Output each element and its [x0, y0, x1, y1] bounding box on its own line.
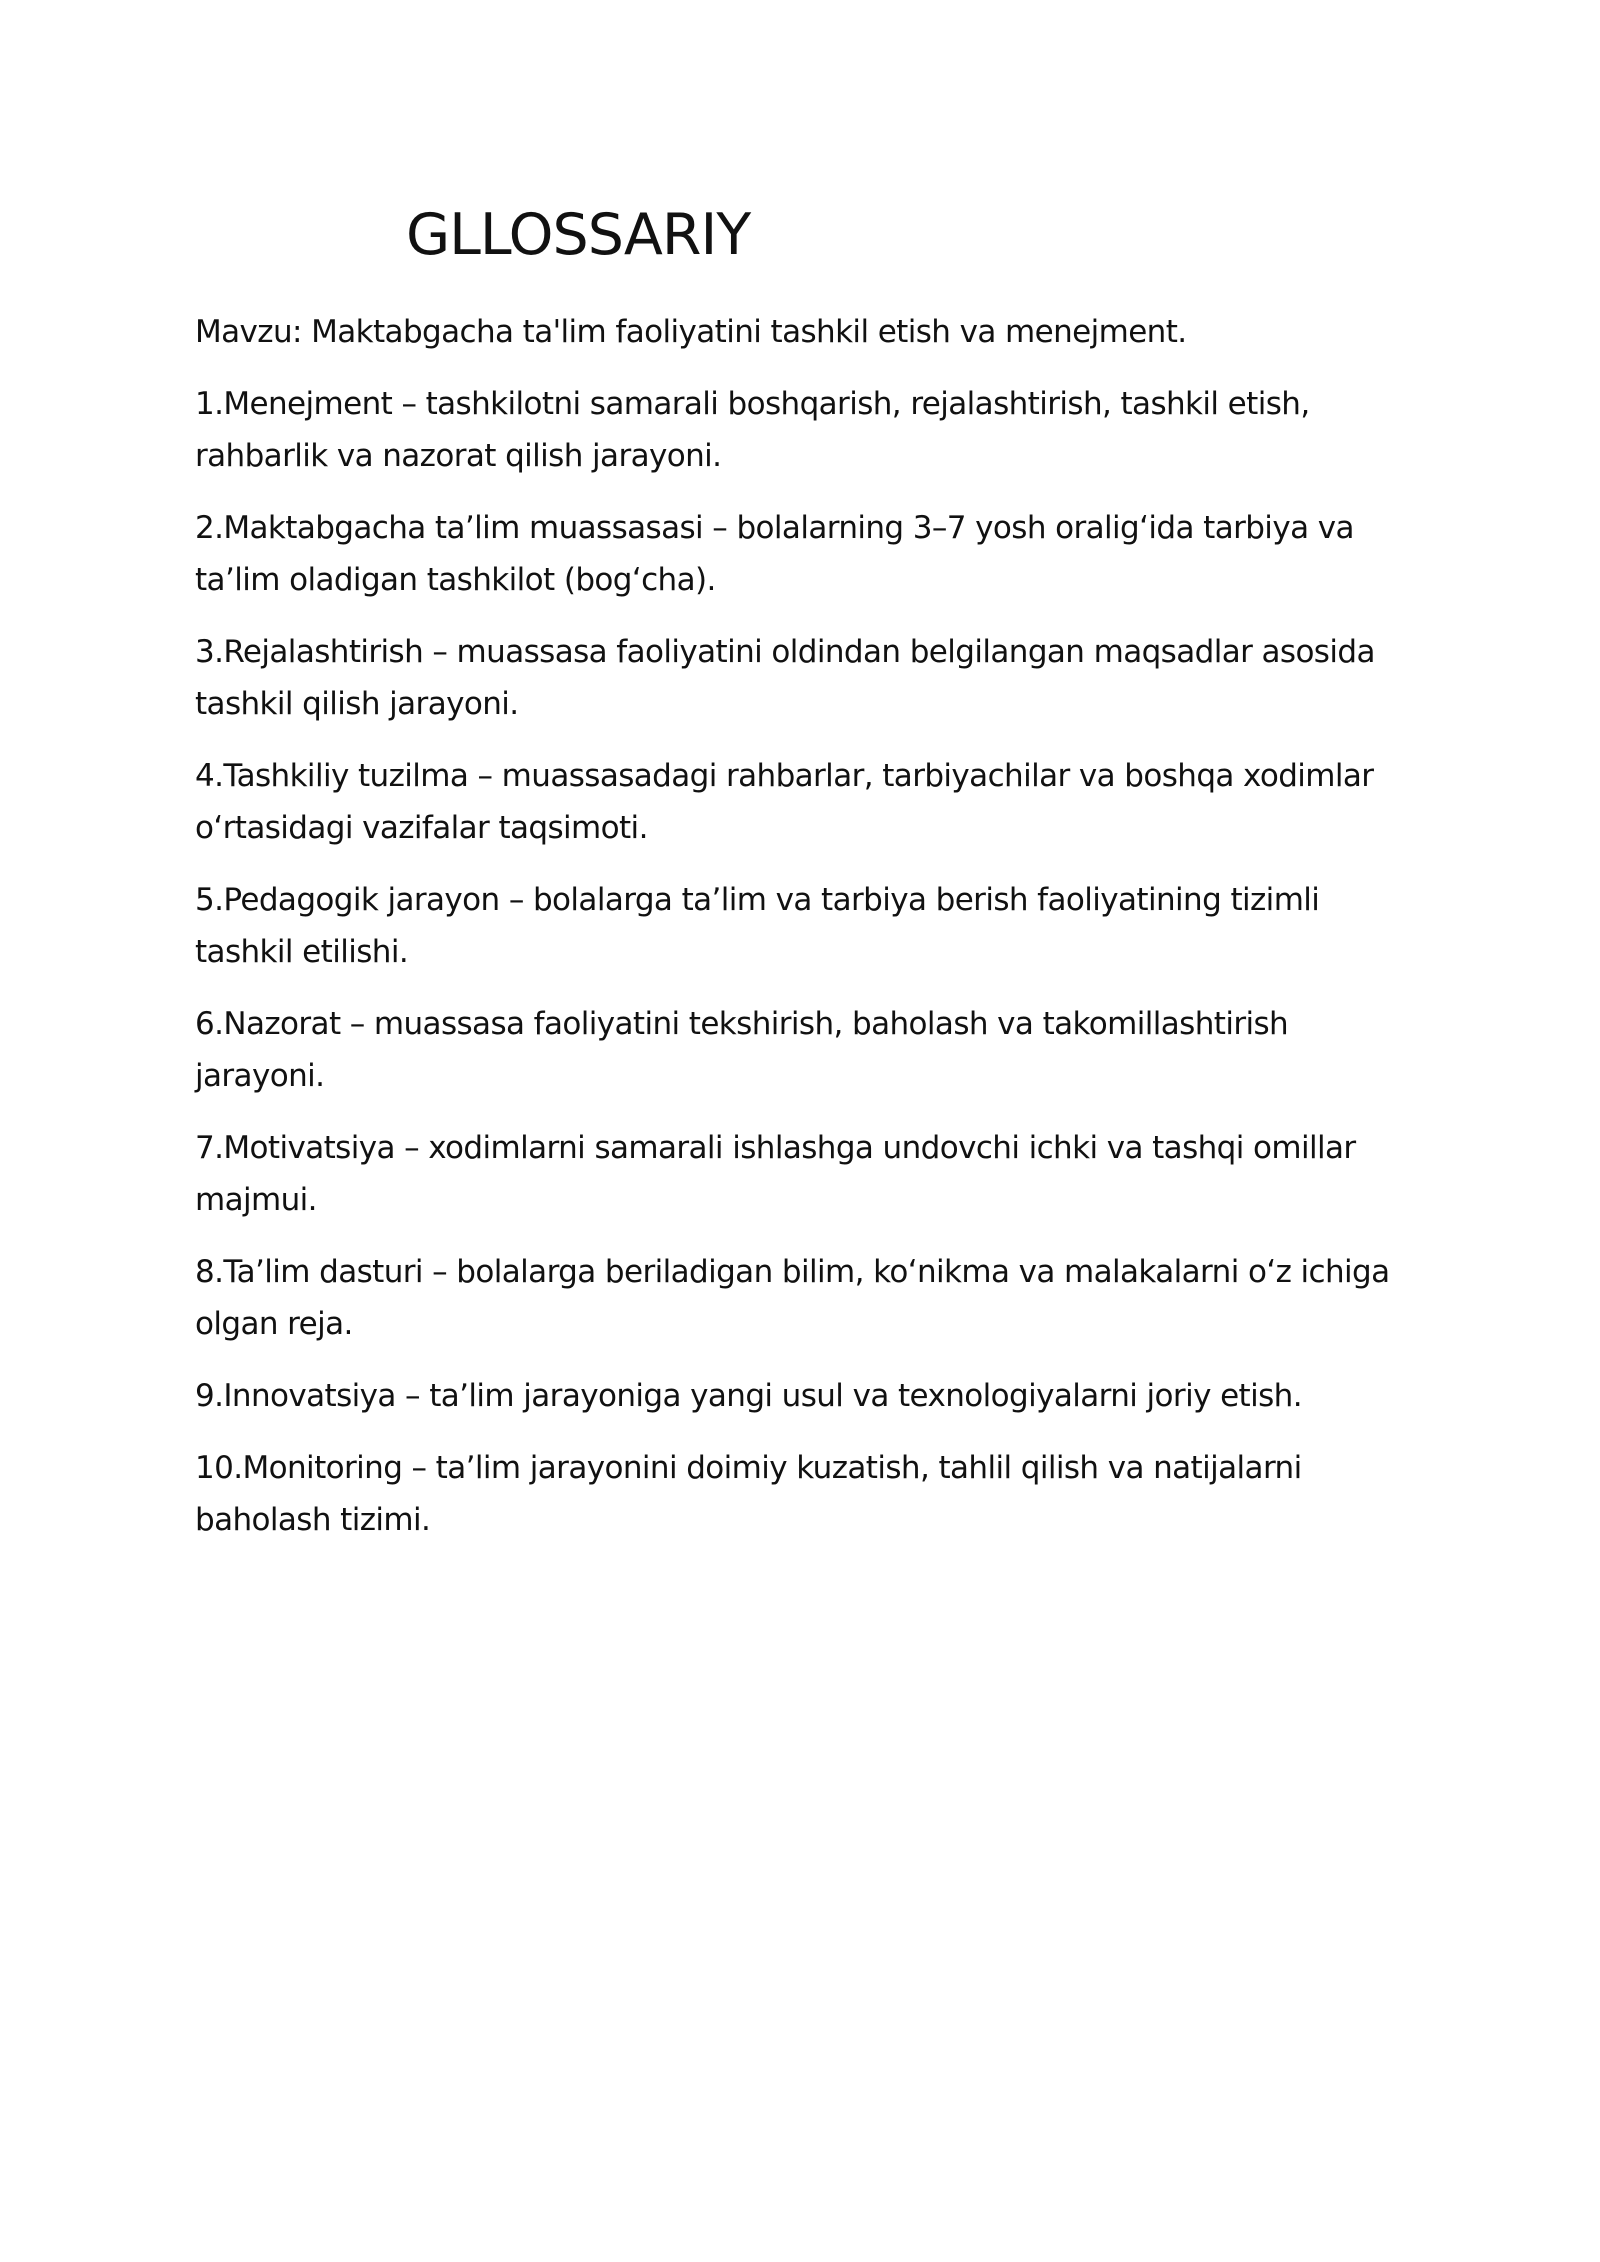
- glossary-entry-7: 7.Motivatsiya – xodimlarni samarali ishlashga undovchi ichki va tashqi omillar majmui.: [195, 1130, 1356, 1218]
- page-title: GLLOSSARIY: [406, 202, 751, 268]
- glossary-entry-9: 9.Innovatsiya – ta’lim jarayoniga yangi usul va texnologiyalarni joriy etish.: [195, 1378, 1302, 1414]
- glossary-entry-10: 10.Monitoring – ta’lim jarayonini doimiy kuzatish, tahlil qilish va natijalarni baholash tizimi.: [195, 1450, 1302, 1538]
- glossary-entry-3: 3.Rejalashtirish – muassasa faoliyatini oldindan belgilangan maqsadlar asosida tashkil qilish jarayoni.: [195, 634, 1375, 722]
- glossary-entry-6: 6.Nazorat – muassasa faoliyatini tekshirish, baholash va takomillashtirish jarayoni.: [195, 1006, 1289, 1094]
- glossary-entry-5: 5.Pedagogik jarayon – bolalarga ta’lim va tarbiya berish faoliyatining tizimli tashkil etilishi.: [195, 882, 1320, 970]
- glossary-entry-4: 4.Tashkiliy tuzilma – muassasadagi rahbarlar, tarbiyachilar va boshqa xodimlar o‘rtasidagi vazifalar taqsimoti.: [195, 758, 1374, 846]
- glossary-body: [195, 306, 1425, 1566]
- glossary-entry-8: 8.Ta’lim dasturi – bolalarga beriladigan bilim, ko‘nikma va malakalarni o‘z ichiga olgan reja.: [195, 1254, 1390, 1342]
- glossary-entry-2: 2.Maktabgacha ta’lim muassasasi – bolalarning 3–7 yosh oralig‘ida tarbiya va ta’lim oladigan tashkilot (bog‘cha).: [195, 510, 1354, 598]
- topic-line: Mavzu: Maktabgacha ta'lim faoliyatini tashkil etish va menejment.: [195, 314, 1187, 350]
- glossary-entry-1: 1.Menejment – tashkilotni samarali boshqarish, rejalashtirish, tashkil etish, rahbarlik va nazorat qilish jarayoni.: [195, 386, 1310, 474]
